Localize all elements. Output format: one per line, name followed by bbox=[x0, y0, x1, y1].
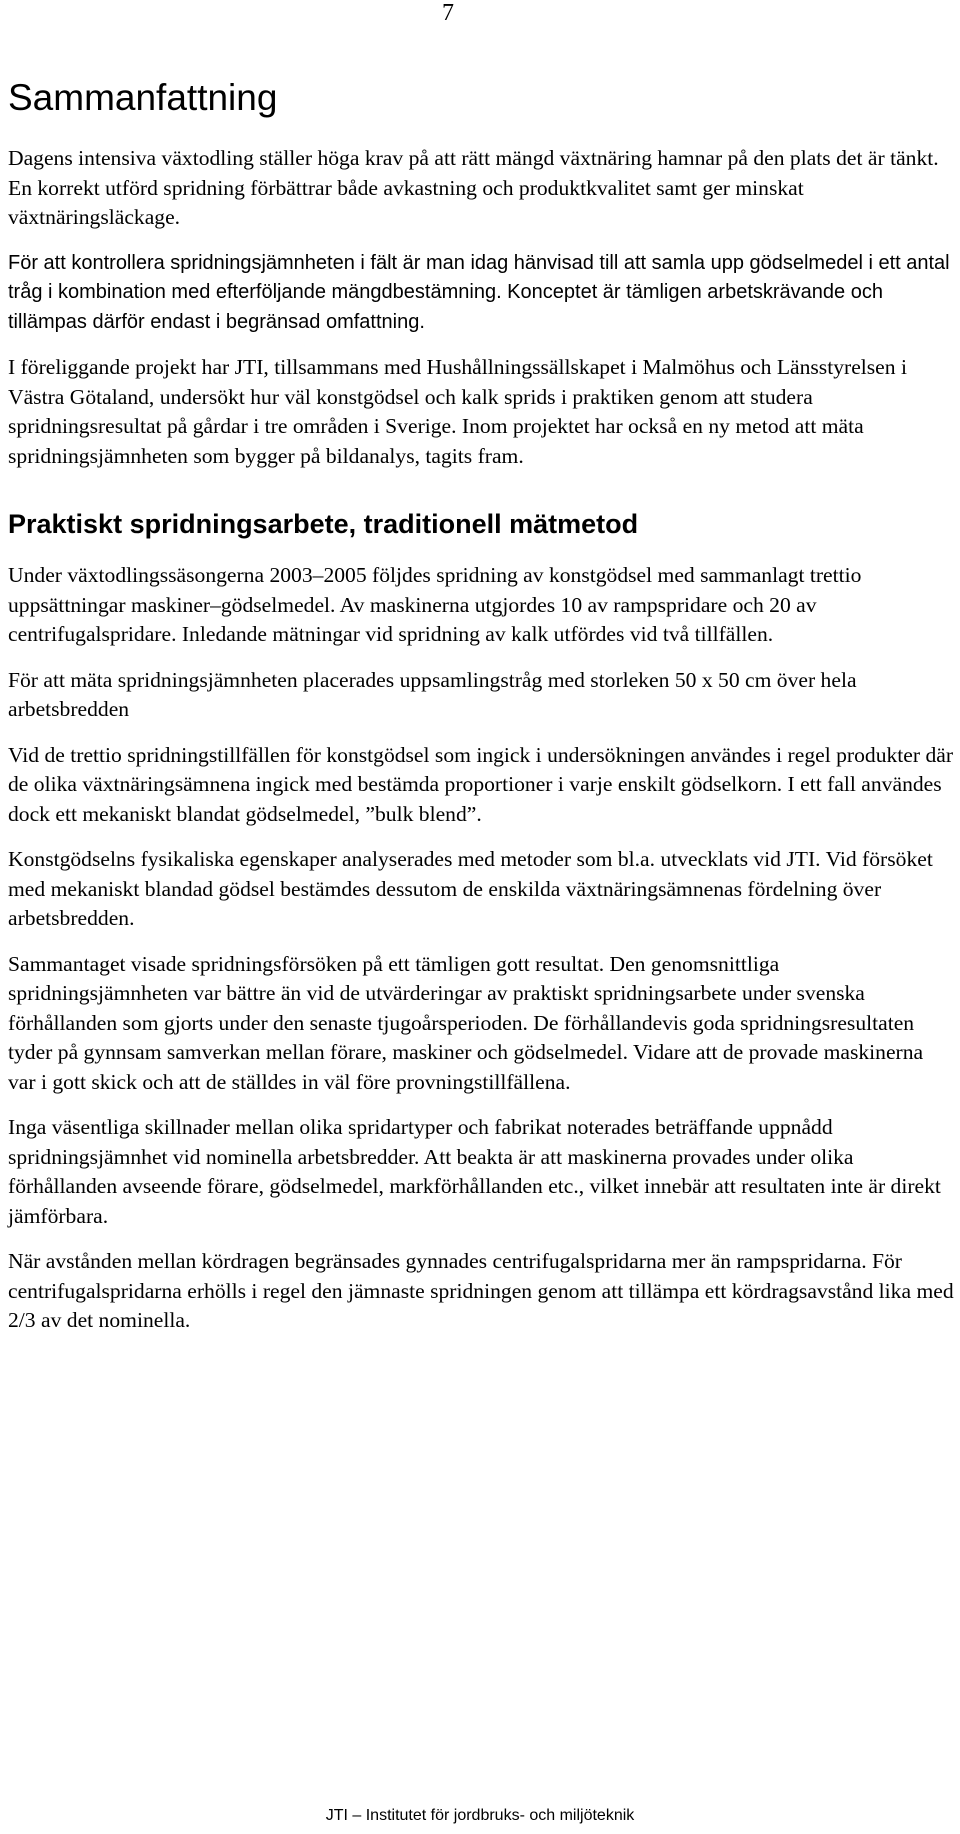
summary-paragraph-3: I föreliggande projekt har JTI, tillsammans med Hushållningssällskapet i Malmöhus och Länsstyrelsen i Västra Götaland, undersökt hur väl konstgödsel och kalk sprids i praktiken genom att studera spridningsresultat på gårdar i tre områden i Sverige. Inom projektet har också en ny metod att mäta spridningsjämnheten som bygger på bildanalys, tagits fram. bbox=[8, 355, 907, 468]
section-heading-practical: Praktiskt spridningsarbete, traditionell mätmetod bbox=[8, 509, 639, 539]
document-body bbox=[8, 76, 954, 1352]
summary-paragraph-2: För att kontrollera spridningsjämnheten i fält är man idag hänvisad till att samla upp gödselmedel i ett antal tråg i kombination med efterföljande mängdbestämning. Konceptet är tämligen arbetskrävande och tillämpas därför endast i begränsad omfattning. bbox=[8, 251, 950, 333]
paragraph-6: Inga väsentliga skillnader mellan olika spridartyper och fabrikat noterades beträffande uppnådd spridningsjämnhet vid nominella arbetsbredder. Att beakta är att maskinerna provades under olika förhållanden avseende förare, gödselmedel, markförhållanden etc., vilket innebär att resultaten inte är direkt jämförbara. bbox=[8, 1115, 941, 1228]
section-heading-summary: Sammanfattning bbox=[8, 77, 278, 118]
paragraph-2: För att mäta spridningsjämnheten placerades uppsamlingstråg med storleken 50 x 50 cm över hela arbetsbredden bbox=[8, 667, 857, 721]
page-number: 7 bbox=[442, 0, 454, 26]
page-footer: JTI – Institutet för jordbruks- och miljöteknik bbox=[325, 1807, 635, 1824]
paragraph-4: Konstgödselns fysikaliska egenskaper analyserades med metoder som bl.a. utvecklats vid JTI. Vid försöket med mekaniskt blandad gödsel bestämdes dessutom de enskilda växtnäringsämnenas fördelning över arbetsbredden. bbox=[8, 847, 933, 930]
paragraph-3: Vid de trettio spridningstillfällen för konstgödsel som ingick i undersökningen användes i regel produkter där de olika växtnäringsämnena ingick med bestämda proportioner i varje enskilt gödselkorn. I ett fall användes dock ett mekaniskt blandat gödselmedel, ”bulk blend”. bbox=[8, 742, 954, 826]
paragraph-5: Sammantaget visade spridningsförsöken på ett tämligen gott resultat. Den genomsnittliga spridningsjämnheten var bättre än vid de utvärderingar av praktiskt spridningsarbete under svenska förhållanden som gjorts under den senaste tjugoårsperioden. De förhållandevis goda spridningsresultaten tyder på gynnsam samverkan mellan förare, maskiner och gödselmedel. Vidare att de provade maskinerna var i gott skick och att de ställdes in väl före provningstillfällena. bbox=[8, 951, 924, 1094]
paragraph-7: När avstånden mellan kördragen begränsades gynnades centrifugalspridarna mer än rampspridarna. För centrifugalspridarna erhölls i regel den jämnaste spridningen genom att tillämpa ett kördragsavstånd lika med 2/3 av det nominella. bbox=[8, 1249, 954, 1332]
paragraph-1: Under växtodlingssäsongerna 2003–2005 följdes spridning av konstgödsel med sammanlagt trettio uppsättningar maskiner–gödselmedel. Av maskinerna utgjordes 10 av rampspridare och 20 av centrifugalspridare. Inledande mätningar vid spridning av kalk utfördes vid två tillfällen. bbox=[8, 563, 862, 646]
summary-paragraph-1: Dagens intensiva växtodling ställer höga krav på att rätt mängd växtnäring hamnar på den plats det är tänkt. En korrekt utförd spridning förbättrar både avkastning och produktkvalitet samt ger minskat växtnäringsläckage. bbox=[8, 146, 939, 229]
